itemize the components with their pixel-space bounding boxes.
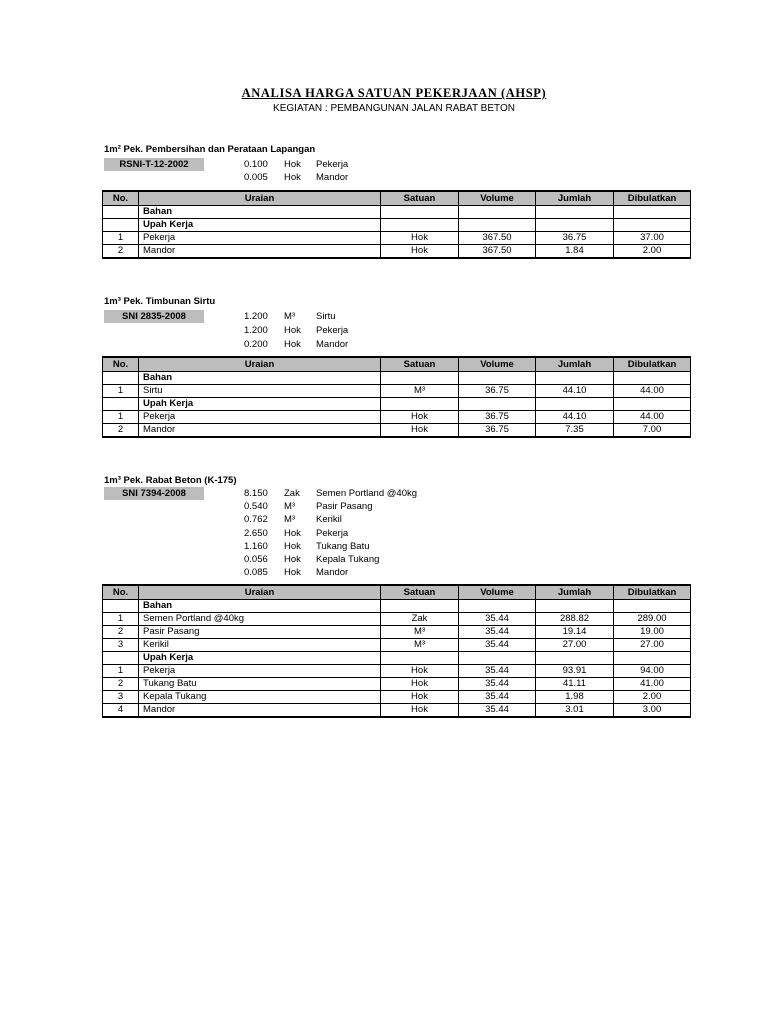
coefficient-row	[102, 513, 690, 526]
cell-dibulatkan	[614, 371, 691, 384]
cell-dibulatkan: 44.00	[614, 410, 691, 423]
cell-satuan	[381, 599, 459, 612]
page-title	[0, 86, 768, 101]
coefficient-unit: Hok	[284, 567, 301, 579]
cell-jumlah: 1.98	[536, 690, 614, 703]
cell-volume: 36.75	[459, 384, 536, 397]
cell-volume: 36.75	[459, 423, 536, 437]
category-row	[103, 371, 691, 384]
standard-badge: RSNI-T-12-2002	[104, 158, 204, 171]
coefficient-row	[102, 171, 690, 184]
coefficient-unit: M³	[284, 311, 296, 322]
cell-satuan: Hok	[381, 664, 459, 677]
column-header: Satuan	[381, 191, 459, 205]
cell-dibulatkan: 44.00	[614, 384, 691, 397]
cell-dibulatkan: 41.00	[614, 677, 691, 690]
column-header: Volume	[459, 191, 536, 205]
cell-volume: 35.44	[459, 638, 536, 651]
coefficient-row	[102, 500, 690, 513]
coefficient-row	[102, 527, 690, 540]
coefficient-name: Tukang Batu	[316, 540, 370, 552]
cell-uraian: Bahan	[139, 599, 381, 612]
coefficient-row	[102, 158, 690, 171]
cell-volume	[459, 205, 536, 218]
coefficient-value: 2.650	[244, 527, 268, 539]
cell-satuan: Hok	[381, 423, 459, 437]
category-row	[103, 218, 691, 231]
cell-volume: 35.44	[459, 690, 536, 703]
cell-uraian: Pekerja	[139, 231, 381, 244]
cell-no: 2	[103, 625, 139, 638]
column-header: Uraian	[139, 585, 381, 599]
standard-badge: SNI 2835-2008	[104, 310, 204, 323]
cell-uraian: Bahan	[139, 205, 381, 218]
cell-no	[103, 371, 139, 384]
cell-jumlah: 36.75	[536, 231, 614, 244]
cell-jumlah: 19.14	[536, 625, 614, 638]
coefficient-row	[102, 487, 690, 500]
cell-jumlah	[536, 599, 614, 612]
cell-satuan	[381, 218, 459, 231]
column-header: Dibulatkan	[614, 357, 691, 371]
coefficient-name: Mandor	[316, 339, 349, 350]
coefficient-unit: M³	[284, 501, 296, 513]
coefficient-name: Sirtu	[316, 311, 336, 322]
cell-uraian: Pasir Pasang	[139, 625, 381, 638]
section-title: 1m² Pek. Pembersihan dan Perataan Lapangan	[104, 144, 316, 155]
cell-no: 1	[103, 384, 139, 397]
cell-dibulatkan: 2.00	[614, 690, 691, 703]
cell-jumlah: 3.01	[536, 703, 614, 717]
coefficient-value: 8.150	[244, 488, 268, 499]
cell-no: 2	[103, 423, 139, 437]
coefficient-name: Kepala Tukang	[316, 554, 380, 565]
cell-jumlah	[536, 371, 614, 384]
standard-badge: SNI 7394-2008	[104, 487, 204, 500]
table-row	[103, 690, 691, 703]
column-header: Dibulatkan	[614, 585, 691, 599]
cell-no: 1	[103, 664, 139, 677]
cell-uraian: Sirtu	[139, 384, 381, 397]
coefficient-value: 0.540	[244, 501, 268, 513]
column-header: Jumlah	[536, 191, 614, 205]
cell-uraian: Kerikil	[139, 638, 381, 651]
cell-jumlah	[536, 205, 614, 218]
table-header-row	[103, 357, 691, 371]
table-header-row	[103, 191, 691, 205]
coefficient-name: Pasir Pasang	[316, 501, 373, 513]
cell-satuan: Hok	[381, 703, 459, 717]
coefficient-unit: Hok	[284, 527, 301, 539]
cell-satuan: Hok	[381, 231, 459, 244]
coefficient-unit: Hok	[284, 540, 301, 552]
coefficient-value: 0.056	[244, 554, 268, 565]
column-header: No.	[103, 357, 139, 371]
page-subtitle: KEGIATAN : PEMBANGUNAN JALAN RABAT BETON	[273, 103, 515, 114]
coefficient-row	[102, 338, 690, 351]
cell-no	[103, 218, 139, 231]
cell-uraian: Pekerja	[139, 664, 381, 677]
cell-volume: 367.50	[459, 231, 536, 244]
coefficient-unit: Hok	[284, 554, 301, 565]
table-row	[103, 625, 691, 638]
cell-volume	[459, 371, 536, 384]
column-header: Uraian	[139, 357, 381, 371]
cell-dibulatkan: 19.00	[614, 625, 691, 638]
category-row	[103, 205, 691, 218]
coefficient-value: 0.762	[244, 514, 268, 526]
cell-uraian: Semen Portland @40kg	[139, 612, 381, 625]
cell-dibulatkan: 37.00	[614, 231, 691, 244]
cell-jumlah	[536, 651, 614, 664]
cell-uraian: Upah Kerja	[139, 651, 381, 664]
table-row	[103, 703, 691, 717]
column-header: Satuan	[381, 585, 459, 599]
cell-uraian: Kepala Tukang	[139, 690, 381, 703]
cell-satuan	[381, 397, 459, 410]
cell-no	[103, 651, 139, 664]
cell-no: 3	[103, 690, 139, 703]
cell-uraian: Pekerja	[139, 410, 381, 423]
cell-satuan: M³	[381, 625, 459, 638]
section-title: 1m³ Pek. Rabat Beton (K-175)	[104, 475, 237, 486]
page-title-text: ANALISA HARGA SATUAN PEKERJAAN (AHSP)	[241, 86, 547, 100]
cell-dibulatkan	[614, 651, 691, 664]
cell-satuan	[381, 205, 459, 218]
cell-volume	[459, 218, 536, 231]
coefficient-value: 1.200	[244, 311, 268, 322]
coefficient-name: Pekerja	[316, 159, 349, 170]
coefficient-unit: Hok	[284, 339, 301, 350]
table-row	[103, 244, 691, 258]
table-row	[103, 423, 691, 437]
cell-satuan	[381, 371, 459, 384]
table-row	[103, 677, 691, 690]
cell-no: 3	[103, 638, 139, 651]
cell-no	[103, 599, 139, 612]
cell-no: 4	[103, 703, 139, 717]
cell-volume: 367.50	[459, 244, 536, 258]
cell-volume: 35.44	[459, 677, 536, 690]
cell-uraian: Upah Kerja	[139, 218, 381, 231]
category-row	[103, 651, 691, 664]
cell-satuan: Hok	[381, 410, 459, 423]
cell-jumlah: 93.91	[536, 664, 614, 677]
cell-dibulatkan: 2.00	[614, 244, 691, 258]
coefficient-value: 1.160	[244, 540, 268, 552]
coefficient-value: 0.085	[244, 567, 268, 579]
cell-no: 1	[103, 231, 139, 244]
coefficient-value: 0.005	[244, 172, 268, 183]
cell-dibulatkan	[614, 218, 691, 231]
cell-uraian: Upah Kerja	[139, 397, 381, 410]
column-header: Satuan	[381, 357, 459, 371]
cell-no: 2	[103, 244, 139, 258]
cell-no	[103, 205, 139, 218]
cell-volume	[459, 651, 536, 664]
cell-jumlah: 44.10	[536, 384, 614, 397]
column-header: No.	[103, 191, 139, 205]
column-header: No.	[103, 585, 139, 599]
cell-no: 1	[103, 410, 139, 423]
cell-dibulatkan	[614, 205, 691, 218]
coefficient-name: Mandor	[316, 567, 349, 579]
table-header-row	[103, 585, 691, 599]
column-header: Dibulatkan	[614, 191, 691, 205]
category-row	[103, 397, 691, 410]
cell-no: 2	[103, 677, 139, 690]
coefficient-unit: Hok	[284, 325, 301, 336]
cell-jumlah: 41.11	[536, 677, 614, 690]
coefficient-name: Mandor	[316, 172, 349, 183]
cell-dibulatkan: 7.00	[614, 423, 691, 437]
cell-volume: 35.44	[459, 664, 536, 677]
column-header: Jumlah	[536, 357, 614, 371]
cell-satuan: Zak	[381, 612, 459, 625]
cell-uraian: Tukang Batu	[139, 677, 381, 690]
coefficient-value: 0.100	[244, 159, 268, 170]
coefficient-unit: Hok	[284, 172, 301, 183]
cell-jumlah: 7.35	[536, 423, 614, 437]
cell-dibulatkan: 3.00	[614, 703, 691, 717]
cell-no: 1	[103, 612, 139, 625]
column-header: Uraian	[139, 191, 381, 205]
cell-dibulatkan: 94.00	[614, 664, 691, 677]
category-row	[103, 599, 691, 612]
cell-jumlah: 44.10	[536, 410, 614, 423]
coefficient-value: 0.200	[244, 339, 268, 350]
coefficient-unit: Zak	[284, 488, 300, 499]
coefficient-name: Kerikil	[316, 514, 342, 526]
cell-jumlah: 27.00	[536, 638, 614, 651]
coefficient-row	[102, 566, 690, 579]
coefficient-row	[102, 540, 690, 553]
coefficient-row	[102, 310, 690, 323]
cell-dibulatkan: 27.00	[614, 638, 691, 651]
coefficient-unit: M³	[284, 514, 296, 526]
cell-volume	[459, 599, 536, 612]
cell-dibulatkan	[614, 599, 691, 612]
table-row	[103, 664, 691, 677]
cell-volume	[459, 397, 536, 410]
cell-satuan: M³	[381, 384, 459, 397]
cell-volume: 36.75	[459, 410, 536, 423]
table-row	[103, 410, 691, 423]
coefficient-value: 1.200	[244, 325, 268, 336]
cell-uraian: Mandor	[139, 244, 381, 258]
analysis-table	[102, 356, 691, 438]
cell-dibulatkan: 289.00	[614, 612, 691, 625]
table-row	[103, 638, 691, 651]
cell-volume: 35.44	[459, 703, 536, 717]
cell-satuan: Hok	[381, 244, 459, 258]
cell-uraian: Mandor	[139, 423, 381, 437]
column-header: Volume	[459, 357, 536, 371]
coefficient-unit: Hok	[284, 159, 301, 170]
cell-satuan	[381, 651, 459, 664]
cell-volume: 35.44	[459, 625, 536, 638]
coefficient-name: Pekerja	[316, 325, 349, 336]
analysis-table	[102, 584, 691, 718]
cell-no	[103, 397, 139, 410]
coefficient-row	[102, 324, 690, 337]
table-row	[103, 384, 691, 397]
analysis-table	[102, 190, 691, 259]
cell-satuan: M³	[381, 638, 459, 651]
column-header: Jumlah	[536, 585, 614, 599]
column-header: Volume	[459, 585, 536, 599]
cell-jumlah: 288.82	[536, 612, 614, 625]
work-section-3	[102, 475, 690, 775]
coefficient-row	[102, 553, 690, 566]
cell-dibulatkan	[614, 397, 691, 410]
coefficient-name: Pekerja	[316, 527, 349, 539]
cell-uraian: Bahan	[139, 371, 381, 384]
cell-satuan: Hok	[381, 690, 459, 703]
cell-volume: 35.44	[459, 612, 536, 625]
cell-uraian: Mandor	[139, 703, 381, 717]
section-title: 1m³ Pek. Timbunan Sirtu	[104, 296, 216, 307]
cell-jumlah	[536, 218, 614, 231]
coefficient-name: Semen Portland @40kg	[316, 488, 418, 499]
cell-jumlah: 1.84	[536, 244, 614, 258]
table-row	[103, 231, 691, 244]
table-row	[103, 612, 691, 625]
cell-jumlah	[536, 397, 614, 410]
cell-satuan: Hok	[381, 677, 459, 690]
